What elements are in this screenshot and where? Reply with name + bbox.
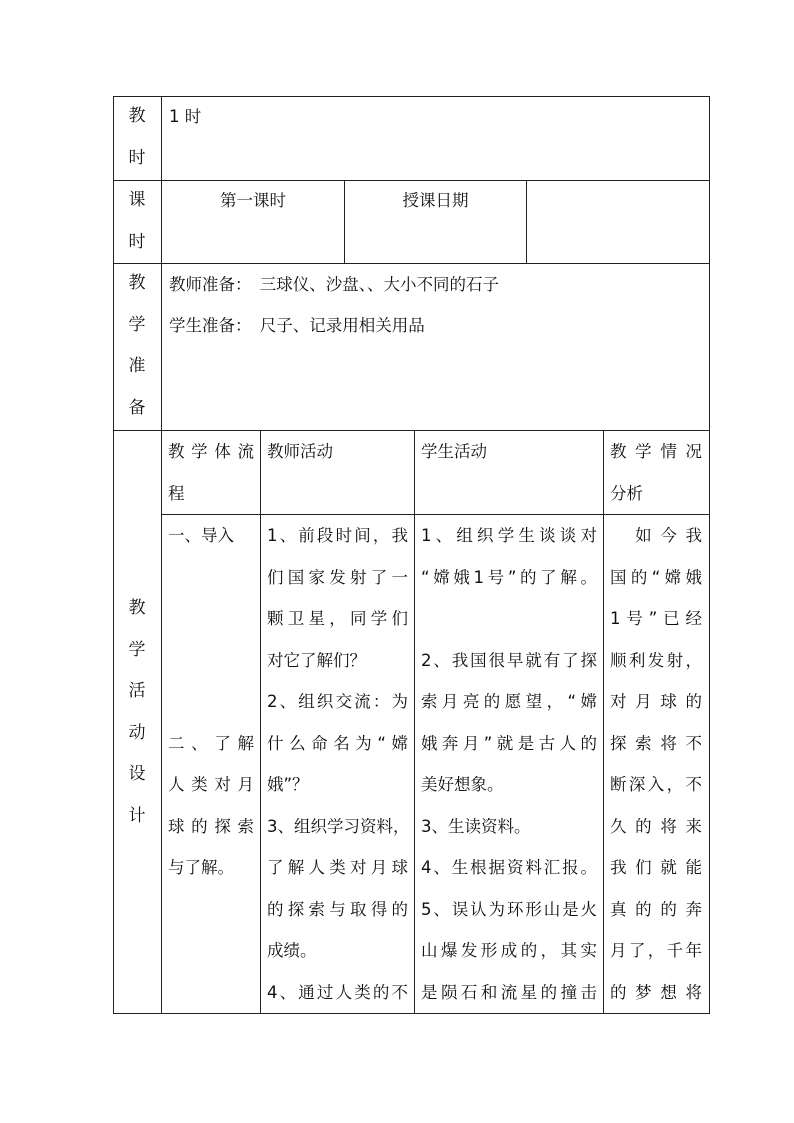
header-student-activity: 学生活动 bbox=[421, 442, 487, 461]
student-preparation: 学生准备： 尺子、记录用相关用品 bbox=[169, 316, 425, 335]
header-flow: 教学体流 程 bbox=[168, 442, 254, 503]
activity-divider-2 bbox=[414, 430, 415, 1014]
table-border-right bbox=[709, 96, 710, 1014]
table-border-top bbox=[113, 96, 710, 97]
analysis-column: 如今我 国的“嫦娥 1号”已经 顺利发射， 对月球的 探索将不 断深入，不 久的将来 我们就能 真的的奔 月了，千年 的梦想将 bbox=[610, 526, 702, 1002]
teaching-date-label: 授课日期 bbox=[402, 191, 469, 210]
header-teacher-activity: 教师活动 bbox=[267, 442, 333, 461]
lesson-number: 第一课时 bbox=[220, 191, 286, 210]
student-activity-column: 1、组织学生谈谈对 “嫦娥1号”的了解。 2、我国很早就有了探 索月亮的愿望，“嫦 娥奔月”就是古人的 美好想象。 3、生读资料。 4、生根据资料汇报。 5、误认为环形山是火 山爆发形成的，其实 是陨石和流星的撞击 bbox=[421, 526, 597, 1002]
lesson-divider-2 bbox=[526, 180, 527, 264]
class-hours-value: 1 时 bbox=[169, 107, 202, 126]
header-analysis: 教学情况 分析 bbox=[610, 442, 702, 503]
label-column-divider bbox=[161, 96, 162, 1014]
preparation-label: 教 学 准 备 bbox=[128, 273, 146, 418]
class-hours-label: 教 时 bbox=[128, 106, 146, 168]
lesson-label: 课 时 bbox=[128, 190, 146, 252]
activity-design-label: 教 学 活 动 设 计 bbox=[128, 598, 146, 826]
teacher-activity-column: 1、前段时间，我 们国家发射了一 颗卫星，同学们 对它了解们？ 2、组织交流：为 什么命名为“嫦 娥”？ 3、组织学习资料， 了解人类对月球 的探索与取得的 成绩。 4、通过人类的不 bbox=[267, 526, 410, 1002]
flow-column: 一、导入 二、了解 人类对月 球的探索 与了解。 bbox=[168, 526, 254, 877]
teacher-preparation: 教师准备： 三球仪、沙盘、、大小不同的石子 bbox=[169, 275, 499, 294]
activity-divider-3 bbox=[603, 430, 604, 1014]
table-border-bottom bbox=[113, 1013, 710, 1014]
activity-divider-1 bbox=[260, 430, 261, 1014]
